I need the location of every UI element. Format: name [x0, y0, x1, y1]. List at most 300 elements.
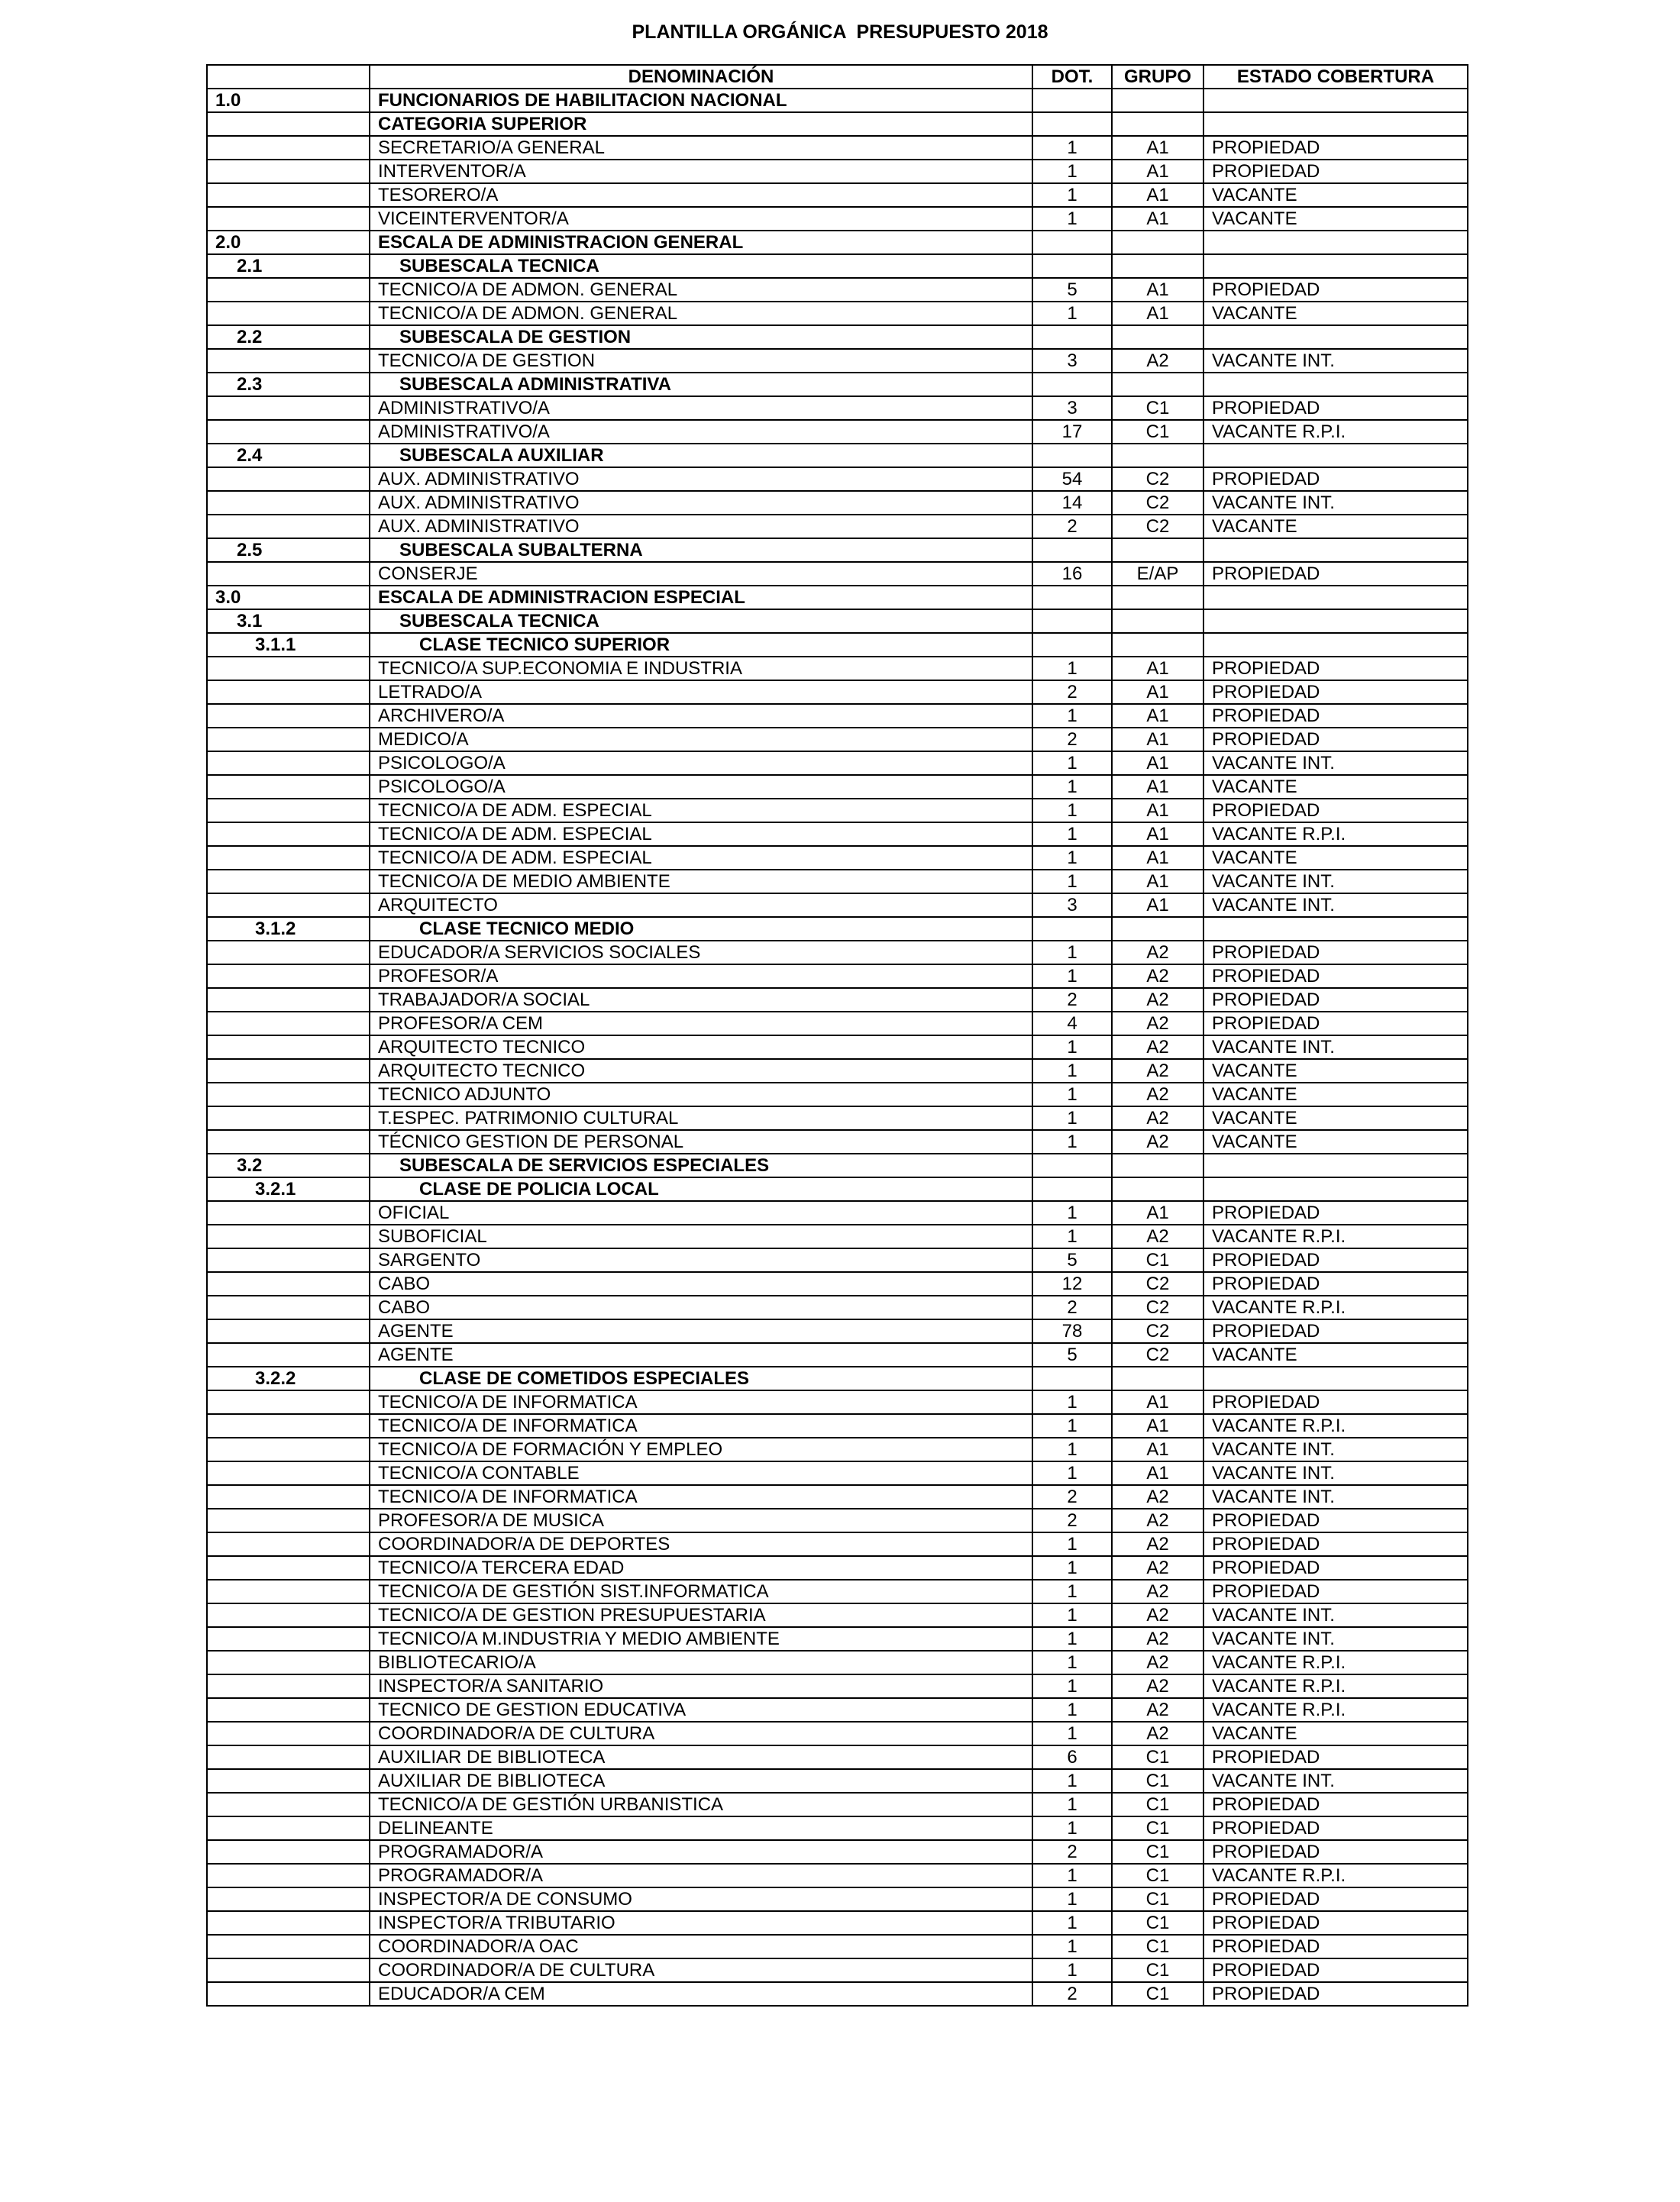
- table-row: [207, 1532, 1468, 1556]
- cell-dot: 1: [1032, 1438, 1112, 1461]
- section-row: [207, 609, 1468, 633]
- cell-dot: 1: [1032, 1201, 1112, 1225]
- cell-denominacion: TECNICO/A DE ADM. ESPECIAL: [370, 799, 1032, 822]
- cell-grupo: A1: [1112, 1390, 1203, 1414]
- cell-dot: 1: [1032, 1627, 1112, 1651]
- cell-grupo: [1112, 917, 1203, 941]
- table-row: [207, 1438, 1468, 1461]
- cell-estado: VACANTE: [1203, 1059, 1468, 1083]
- cell-grupo: C1: [1112, 1958, 1203, 1982]
- table-row: [207, 1083, 1468, 1106]
- table-row: [207, 1982, 1468, 2006]
- cell-denominacion: ARQUITECTO: [370, 893, 1032, 917]
- cell-estado: PROPIEDAD: [1203, 1272, 1468, 1296]
- cell-grupo: C1: [1112, 1745, 1203, 1769]
- cell-denominacion: CLASE TECNICO SUPERIOR: [370, 633, 1032, 657]
- cell-grupo: [1112, 112, 1203, 136]
- table-row: [207, 467, 1468, 491]
- cell-denominacion: OFICIAL: [370, 1201, 1032, 1225]
- cell-dot: 1: [1032, 1911, 1112, 1935]
- cell-estado: PROPIEDAD: [1203, 1958, 1468, 1982]
- cell-grupo: [1112, 444, 1203, 467]
- cell-dot: 1: [1032, 1390, 1112, 1414]
- cell-num: [207, 680, 370, 704]
- cell-grupo: A2: [1112, 349, 1203, 373]
- cell-grupo: A2: [1112, 964, 1203, 988]
- cell-denominacion: ADMINISTRATIVO/A: [370, 396, 1032, 420]
- header-grupo: GRUPO: [1112, 65, 1203, 89]
- section-row: [207, 538, 1468, 562]
- table-row: [207, 1390, 1468, 1414]
- cell-num: [207, 1461, 370, 1485]
- cell-estado: VACANTE R.P.I.: [1203, 1864, 1468, 1887]
- cell-grupo: C1: [1112, 1982, 1203, 2006]
- cell-num: 2.2: [207, 325, 370, 349]
- cell-num: [207, 112, 370, 136]
- cell-estado: PROPIEDAD: [1203, 467, 1468, 491]
- cell-estado: VACANTE INT.: [1203, 870, 1468, 893]
- table-row: [207, 1769, 1468, 1793]
- cell-denominacion: INSPECTOR/A DE CONSUMO: [370, 1887, 1032, 1911]
- cell-num: 3.2.2: [207, 1367, 370, 1390]
- cell-grupo: A1: [1112, 136, 1203, 160]
- cell-denominacion: TECNICO/A CONTABLE: [370, 1461, 1032, 1485]
- cell-denominacion: BIBLIOTECARIO/A: [370, 1651, 1032, 1674]
- section-row: [207, 633, 1468, 657]
- cell-num: [207, 846, 370, 870]
- table-row: [207, 1840, 1468, 1864]
- table-row: [207, 822, 1468, 846]
- cell-estado: VACANTE R.P.I.: [1203, 1296, 1468, 1319]
- cell-estado: PROPIEDAD: [1203, 1911, 1468, 1935]
- cell-dot: 1: [1032, 1414, 1112, 1438]
- cell-estado: VACANTE INT.: [1203, 1438, 1468, 1461]
- cell-dot: 5: [1032, 1248, 1112, 1272]
- table-row: [207, 1485, 1468, 1509]
- table-body: [207, 89, 1468, 2006]
- table-row: [207, 1059, 1468, 1083]
- cell-estado: VACANTE: [1203, 1130, 1468, 1154]
- cell-estado: PROPIEDAD: [1203, 1982, 1468, 2006]
- cell-dot: [1032, 325, 1112, 349]
- cell-estado: [1203, 231, 1468, 254]
- cell-num: 3.1.2: [207, 917, 370, 941]
- cell-dot: 2: [1032, 1485, 1112, 1509]
- cell-estado: PROPIEDAD: [1203, 1509, 1468, 1532]
- cell-grupo: [1112, 1177, 1203, 1201]
- cell-grupo: A1: [1112, 680, 1203, 704]
- cell-num: 3.2.1: [207, 1177, 370, 1201]
- cell-denominacion: SARGENTO: [370, 1248, 1032, 1272]
- cell-estado: PROPIEDAD: [1203, 1532, 1468, 1556]
- cell-num: 3.0: [207, 586, 370, 609]
- cell-denominacion: TECNICO/A DE INFORMATICA: [370, 1485, 1032, 1509]
- cell-estado: VACANTE: [1203, 515, 1468, 538]
- cell-estado: [1203, 609, 1468, 633]
- cell-grupo: A2: [1112, 941, 1203, 964]
- cell-estado: PROPIEDAD: [1203, 160, 1468, 183]
- cell-num: [207, 1106, 370, 1130]
- cell-denominacion: FUNCIONARIOS DE HABILITACION NACIONAL: [370, 89, 1032, 112]
- table-row: [207, 751, 1468, 775]
- cell-dot: [1032, 112, 1112, 136]
- cell-grupo: A1: [1112, 1438, 1203, 1461]
- cell-num: [207, 1225, 370, 1248]
- cell-estado: PROPIEDAD: [1203, 136, 1468, 160]
- table-row: [207, 1012, 1468, 1035]
- cell-estado: PROPIEDAD: [1203, 1248, 1468, 1272]
- cell-dot: [1032, 1177, 1112, 1201]
- cell-denominacion: TECNICO/A DE GESTION PRESUPUESTARIA: [370, 1603, 1032, 1627]
- cell-dot: 2: [1032, 1840, 1112, 1864]
- cell-grupo: A1: [1112, 870, 1203, 893]
- cell-estado: PROPIEDAD: [1203, 1935, 1468, 1958]
- cell-dot: [1032, 917, 1112, 941]
- cell-dot: 1: [1032, 160, 1112, 183]
- cell-num: [207, 1698, 370, 1722]
- cell-num: 2.3: [207, 373, 370, 396]
- cell-dot: [1032, 254, 1112, 278]
- section-row: [207, 444, 1468, 467]
- cell-estado: PROPIEDAD: [1203, 1793, 1468, 1816]
- cell-dot: 1: [1032, 1935, 1112, 1958]
- cell-grupo: C1: [1112, 1793, 1203, 1816]
- cell-estado: [1203, 917, 1468, 941]
- cell-grupo: A1: [1112, 1201, 1203, 1225]
- table-row: [207, 799, 1468, 822]
- cell-dot: 2: [1032, 1982, 1112, 2006]
- cell-denominacion: CLASE DE POLICIA LOCAL: [370, 1177, 1032, 1201]
- table-row: [207, 349, 1468, 373]
- section-row: [207, 586, 1468, 609]
- cell-grupo: C1: [1112, 420, 1203, 444]
- cell-num: [207, 349, 370, 373]
- cell-dot: 16: [1032, 562, 1112, 586]
- section-row: [207, 254, 1468, 278]
- cell-estado: PROPIEDAD: [1203, 1390, 1468, 1414]
- section-row: [207, 89, 1468, 112]
- table-row: [207, 1698, 1468, 1722]
- cell-dot: 1: [1032, 1556, 1112, 1580]
- table-row: [207, 1580, 1468, 1603]
- cell-denominacion: TECNICO/A DE ADM. ESPECIAL: [370, 822, 1032, 846]
- cell-num: [207, 1130, 370, 1154]
- cell-estado: PROPIEDAD: [1203, 1201, 1468, 1225]
- cell-dot: 1: [1032, 775, 1112, 799]
- cell-num: [207, 1509, 370, 1532]
- cell-estado: VACANTE: [1203, 207, 1468, 231]
- cell-num: [207, 1958, 370, 1982]
- cell-grupo: A2: [1112, 1651, 1203, 1674]
- cell-denominacion: TECNICO/A DE INFORMATICA: [370, 1414, 1032, 1438]
- cell-estado: VACANTE R.P.I.: [1203, 420, 1468, 444]
- cell-grupo: A2: [1112, 1698, 1203, 1722]
- table-row: [207, 988, 1468, 1012]
- cell-grupo: [1112, 325, 1203, 349]
- cell-denominacion: ADMINISTRATIVO/A: [370, 420, 1032, 444]
- cell-estado: [1203, 1154, 1468, 1177]
- cell-grupo: C2: [1112, 1272, 1203, 1296]
- table-row: [207, 1130, 1468, 1154]
- cell-num: 3.2: [207, 1154, 370, 1177]
- cell-grupo: A2: [1112, 1722, 1203, 1745]
- cell-estado: VACANTE INT.: [1203, 491, 1468, 515]
- cell-num: [207, 1769, 370, 1793]
- table-row: [207, 846, 1468, 870]
- cell-num: 2.5: [207, 538, 370, 562]
- table-row: [207, 728, 1468, 751]
- table-row: [207, 1745, 1468, 1769]
- cell-grupo: A2: [1112, 988, 1203, 1012]
- cell-estado: VACANTE: [1203, 183, 1468, 207]
- cell-estado: VACANTE: [1203, 775, 1468, 799]
- cell-grupo: A2: [1112, 1106, 1203, 1130]
- cell-grupo: C2: [1112, 1343, 1203, 1367]
- cell-estado: PROPIEDAD: [1203, 657, 1468, 680]
- cell-estado: PROPIEDAD: [1203, 799, 1468, 822]
- cell-num: 2.1: [207, 254, 370, 278]
- cell-denominacion: AGENTE: [370, 1319, 1032, 1343]
- cell-num: [207, 1603, 370, 1627]
- cell-num: [207, 1556, 370, 1580]
- section-row: [207, 373, 1468, 396]
- cell-estado: PROPIEDAD: [1203, 396, 1468, 420]
- cell-num: [207, 1580, 370, 1603]
- cell-grupo: [1112, 609, 1203, 633]
- cell-denominacion: AUX. ADMINISTRATIVO: [370, 491, 1032, 515]
- cell-num: [207, 491, 370, 515]
- cell-estado: PROPIEDAD: [1203, 1816, 1468, 1840]
- cell-denominacion: PSICOLOGO/A: [370, 751, 1032, 775]
- cell-num: [207, 1935, 370, 1958]
- table-row: [207, 1793, 1468, 1816]
- table-row: [207, 515, 1468, 538]
- cell-denominacion: ARCHIVERO/A: [370, 704, 1032, 728]
- cell-denominacion: PROFESOR/A DE MUSICA: [370, 1509, 1032, 1532]
- table-row: [207, 1911, 1468, 1935]
- cell-dot: [1032, 538, 1112, 562]
- table-row: [207, 1248, 1468, 1272]
- cell-grupo: [1112, 633, 1203, 657]
- cell-num: [207, 1651, 370, 1674]
- cell-num: [207, 870, 370, 893]
- cell-num: [207, 893, 370, 917]
- cell-estado: VACANTE INT.: [1203, 1461, 1468, 1485]
- cell-denominacion: SECRETARIO/A GENERAL: [370, 136, 1032, 160]
- cell-estado: PROPIEDAD: [1203, 1319, 1468, 1343]
- cell-dot: 1: [1032, 1651, 1112, 1674]
- cell-denominacion: CLASE DE COMETIDOS ESPECIALES: [370, 1367, 1032, 1390]
- table-row: [207, 1603, 1468, 1627]
- cell-denominacion: TECNICO DE GESTION EDUCATIVA: [370, 1698, 1032, 1722]
- cell-estado: [1203, 112, 1468, 136]
- cell-estado: PROPIEDAD: [1203, 1887, 1468, 1911]
- cell-grupo: A1: [1112, 893, 1203, 917]
- cell-denominacion: SUBESCALA TECNICA: [370, 609, 1032, 633]
- cell-estado: [1203, 633, 1468, 657]
- cell-grupo: C2: [1112, 1319, 1203, 1343]
- cell-grupo: A1: [1112, 183, 1203, 207]
- cell-denominacion: VICEINTERVENTOR/A: [370, 207, 1032, 231]
- cell-dot: 1: [1032, 1674, 1112, 1698]
- cell-denominacion: INSPECTOR/A TRIBUTARIO: [370, 1911, 1032, 1935]
- cell-grupo: A2: [1112, 1603, 1203, 1627]
- cell-estado: VACANTE INT.: [1203, 893, 1468, 917]
- cell-dot: 1: [1032, 846, 1112, 870]
- cell-estado: VACANTE INT.: [1203, 1769, 1468, 1793]
- table-row: [207, 1106, 1468, 1130]
- cell-num: [207, 1722, 370, 1745]
- cell-dot: 1: [1032, 1887, 1112, 1911]
- cell-denominacion: TECNICO/A DE ADMON. GENERAL: [370, 302, 1032, 325]
- cell-grupo: C1: [1112, 1935, 1203, 1958]
- cell-grupo: A2: [1112, 1532, 1203, 1556]
- cell-dot: [1032, 231, 1112, 254]
- cell-num: [207, 1840, 370, 1864]
- cell-num: [207, 1674, 370, 1698]
- table-row: [207, 1958, 1468, 1982]
- cell-estado: PROPIEDAD: [1203, 1580, 1468, 1603]
- cell-grupo: A2: [1112, 1627, 1203, 1651]
- cell-grupo: C1: [1112, 1816, 1203, 1840]
- cell-dot: 1: [1032, 1722, 1112, 1745]
- cell-denominacion: ESCALA DE ADMINISTRACION ESPECIAL: [370, 586, 1032, 609]
- table-row: [207, 1722, 1468, 1745]
- cell-num: [207, 515, 370, 538]
- cell-num: [207, 1816, 370, 1840]
- cell-dot: 5: [1032, 278, 1112, 302]
- cell-num: [207, 183, 370, 207]
- cell-num: [207, 988, 370, 1012]
- cell-denominacion: MEDICO/A: [370, 728, 1032, 751]
- cell-denominacion: INTERVENTOR/A: [370, 160, 1032, 183]
- cell-grupo: [1112, 89, 1203, 112]
- cell-dot: 1: [1032, 1958, 1112, 1982]
- cell-dot: 1: [1032, 1698, 1112, 1722]
- cell-denominacion: AUXILIAR DE BIBLIOTECA: [370, 1745, 1032, 1769]
- cell-dot: 4: [1032, 1012, 1112, 1035]
- cell-grupo: [1112, 373, 1203, 396]
- table-row: [207, 278, 1468, 302]
- table-row: [207, 1509, 1468, 1532]
- cell-denominacion: AUX. ADMINISTRATIVO: [370, 515, 1032, 538]
- cell-estado: PROPIEDAD: [1203, 988, 1468, 1012]
- cell-denominacion: COORDINADOR/A DE CULTURA: [370, 1722, 1032, 1745]
- cell-estado: [1203, 444, 1468, 467]
- cell-num: [207, 207, 370, 231]
- cell-estado: PROPIEDAD: [1203, 728, 1468, 751]
- cell-num: 3.1: [207, 609, 370, 633]
- cell-estado: PROPIEDAD: [1203, 680, 1468, 704]
- cell-grupo: A2: [1112, 1059, 1203, 1083]
- cell-grupo: A1: [1112, 302, 1203, 325]
- cell-num: [207, 1272, 370, 1296]
- cell-denominacion: PROFESOR/A CEM: [370, 1012, 1032, 1035]
- cell-dot: [1032, 1154, 1112, 1177]
- cell-dot: [1032, 373, 1112, 396]
- cell-num: [207, 1485, 370, 1509]
- cell-denominacion: TECNICO/A SUP.ECONOMIA E INDUSTRIA: [370, 657, 1032, 680]
- cell-dot: 1: [1032, 1603, 1112, 1627]
- cell-dot: 1: [1032, 799, 1112, 822]
- cell-estado: PROPIEDAD: [1203, 1745, 1468, 1769]
- cell-estado: VACANTE INT.: [1203, 1627, 1468, 1651]
- cell-dot: 1: [1032, 1461, 1112, 1485]
- cell-denominacion: COORDINADOR/A DE CULTURA: [370, 1958, 1032, 1982]
- cell-num: [207, 1627, 370, 1651]
- cell-num: [207, 728, 370, 751]
- cell-num: [207, 822, 370, 846]
- table-row: [207, 1864, 1468, 1887]
- table-row: [207, 1296, 1468, 1319]
- cell-dot: 1: [1032, 1225, 1112, 1248]
- cell-grupo: A1: [1112, 751, 1203, 775]
- header-dot: DOT.: [1032, 65, 1112, 89]
- cell-grupo: E/AP: [1112, 562, 1203, 586]
- cell-num: [207, 1414, 370, 1438]
- table-row: [207, 1414, 1468, 1438]
- cell-estado: VACANTE: [1203, 1083, 1468, 1106]
- cell-num: [207, 1390, 370, 1414]
- cell-dot: 1: [1032, 183, 1112, 207]
- cell-num: [207, 1296, 370, 1319]
- header-estado: ESTADO COBERTURA: [1203, 65, 1468, 89]
- cell-num: [207, 751, 370, 775]
- section-row: [207, 1367, 1468, 1390]
- cell-dot: 1: [1032, 751, 1112, 775]
- cell-denominacion: TECNICO/A DE ADMON. GENERAL: [370, 278, 1032, 302]
- cell-dot: 1: [1032, 1035, 1112, 1059]
- cell-grupo: A2: [1112, 1012, 1203, 1035]
- cell-num: [207, 1012, 370, 1035]
- cell-grupo: A1: [1112, 1414, 1203, 1438]
- cell-grupo: [1112, 1367, 1203, 1390]
- cell-dot: 1: [1032, 870, 1112, 893]
- cell-estado: VACANTE R.P.I.: [1203, 822, 1468, 846]
- cell-dot: 2: [1032, 1509, 1112, 1532]
- cell-num: [207, 420, 370, 444]
- cell-num: [207, 160, 370, 183]
- table-row: [207, 1816, 1468, 1840]
- cell-estado: [1203, 1177, 1468, 1201]
- cell-estado: [1203, 586, 1468, 609]
- cell-num: [207, 941, 370, 964]
- cell-denominacion: TECNICO/A M.INDUSTRIA Y MEDIO AMBIENTE: [370, 1627, 1032, 1651]
- cell-denominacion: TECNICO/A DE GESTION: [370, 349, 1032, 373]
- cell-dot: 1: [1032, 964, 1112, 988]
- cell-denominacion: ESCALA DE ADMINISTRACION GENERAL: [370, 231, 1032, 254]
- cell-grupo: C1: [1112, 396, 1203, 420]
- cell-dot: 5: [1032, 1343, 1112, 1367]
- cell-dot: 54: [1032, 467, 1112, 491]
- cell-grupo: A1: [1112, 846, 1203, 870]
- cell-grupo: A1: [1112, 775, 1203, 799]
- cell-num: [207, 302, 370, 325]
- cell-num: [207, 1864, 370, 1887]
- cell-grupo: [1112, 1154, 1203, 1177]
- cell-denominacion: SUBESCALA DE GESTION: [370, 325, 1032, 349]
- cell-estado: VACANTE: [1203, 846, 1468, 870]
- cell-dot: 2: [1032, 1296, 1112, 1319]
- cell-grupo: C1: [1112, 1248, 1203, 1272]
- cell-denominacion: COORDINADOR/A DE DEPORTES: [370, 1532, 1032, 1556]
- table-row: [207, 657, 1468, 680]
- cell-estado: [1203, 254, 1468, 278]
- cell-num: 1.0: [207, 89, 370, 112]
- table-row: [207, 1935, 1468, 1958]
- cell-num: [207, 1083, 370, 1106]
- cell-estado: PROPIEDAD: [1203, 941, 1468, 964]
